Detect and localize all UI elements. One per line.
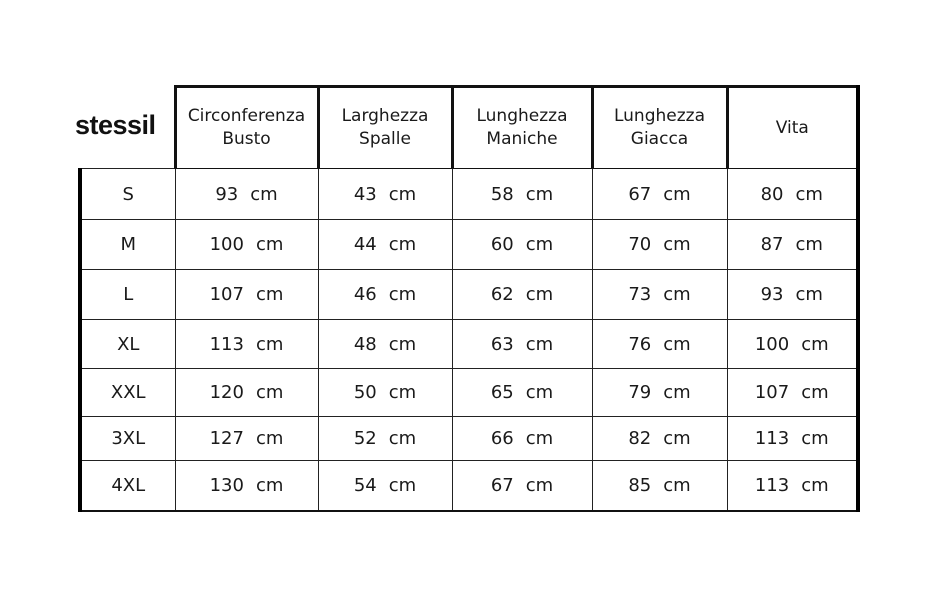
size-label: M [80,220,175,270]
measurement-value: 107 [754,382,790,403]
measurement-value: 120 [209,382,244,403]
measurement-unit: cm [663,333,691,355]
table-row [80,369,858,417]
table-row [80,461,858,511]
measurement-cell [175,369,318,417]
measurement-cell [318,270,452,320]
measurement-cell [452,461,592,511]
measurement-value: 58 [490,183,514,205]
measurement-value: 48 [353,333,377,355]
measurement-value: 79 [628,382,652,403]
measurement-value: 46 [353,284,377,305]
corner-cell [80,87,175,169]
column-header-line: Vita [775,117,809,138]
measurement-value: 76 [628,333,652,355]
column-header-spalle [318,87,452,169]
measurement-unit: cm [388,474,417,496]
size-label: S [80,169,175,220]
measurement-unit: cm [525,382,554,403]
table-row [80,320,858,369]
measurement-unit: cm [525,234,554,255]
measurement-value: 67 [490,474,514,496]
measurement-value: 82 [628,428,652,449]
measurement-cell [318,169,452,220]
measurement-cell [452,369,592,417]
measurement-unit: cm [388,284,417,305]
size-label: L [80,270,175,320]
column-header-line: Lunghezza [476,106,568,126]
measurement-cell [318,461,452,511]
measurement-value: 100 [754,333,790,355]
measurement-unit: cm [663,284,691,305]
size-label: XL [80,320,175,369]
measurement-unit: cm [388,234,417,255]
measurement-value: 43 [353,183,377,205]
measurement-cell [175,169,318,220]
measurement-cell [452,169,592,220]
column-header-line: Giacca [630,129,689,149]
table-row [80,220,858,270]
size-label: 3XL [80,417,175,461]
measurement-value: 60 [490,234,514,255]
measurement-cell [175,461,318,511]
column-header-line: Spalle [359,129,411,149]
column-header-line: Lunghezza [613,106,705,126]
measurement-unit: cm [663,183,691,205]
measurement-cell [318,220,452,270]
measurement-cell [727,320,858,369]
measurement-unit: cm [388,183,417,205]
column-header-giacca [592,87,727,169]
measurement-unit: cm [525,284,554,305]
measurement-unit: cm [388,382,417,403]
measurement-cell [318,369,452,417]
measurement-unit: cm [795,183,823,205]
measurement-value: 62 [490,284,514,305]
measurement-unit: cm [255,333,284,355]
measurement-unit: cm [525,474,554,496]
measurement-cell [592,417,727,461]
measurement-unit: cm [525,183,554,205]
measurement-cell [175,320,318,369]
measurement-value: 63 [490,333,514,355]
measurement-unit: cm [255,382,284,403]
measurement-value: 113 [754,428,790,449]
measurement-value: 107 [209,284,244,305]
column-header-busto [175,87,318,169]
column-header-line: Circonferenza [187,106,306,126]
column-header-line: Larghezza [341,106,429,126]
measurement-value: 130 [209,474,244,496]
measurement-unit: cm [388,428,417,449]
measurement-value: 93 [760,284,784,305]
measurement-value: 67 [628,183,652,205]
measurement-cell [727,220,858,270]
measurement-cell [592,320,727,369]
brand-logo: stessil [75,110,156,140]
measurement-cell [727,369,858,417]
table-row [80,169,858,220]
measurement-cell [175,270,318,320]
measurement-cell [452,320,592,369]
measurement-value: 70 [628,234,652,255]
size-chart-table [78,85,860,512]
measurement-value: 80 [760,183,784,205]
size-label: 4XL [80,461,175,511]
measurement-unit: cm [388,333,417,355]
measurement-cell [452,417,592,461]
measurement-value: 65 [490,382,514,403]
measurement-value: 73 [628,284,652,305]
measurement-cell [592,169,727,220]
measurement-cell [452,270,592,320]
measurement-unit: cm [801,428,829,449]
measurement-value: 52 [353,428,377,449]
measurement-cell [727,169,858,220]
measurement-unit: cm [255,234,284,255]
measurement-unit: cm [801,382,829,403]
measurement-value: 113 [209,333,244,355]
measurement-unit: cm [801,474,829,496]
measurement-value: 66 [490,428,514,449]
measurement-value: 54 [353,474,377,496]
table-row [80,270,858,320]
measurement-value: 113 [754,474,790,496]
header-row [80,87,858,169]
measurement-cell [592,461,727,511]
measurement-value: 100 [209,234,244,255]
measurement-unit: cm [255,284,284,305]
measurement-cell [452,220,592,270]
measurement-cell [727,461,858,511]
measurement-cell [592,369,727,417]
measurement-cell [727,270,858,320]
measurement-unit: cm [255,474,284,496]
measurement-unit: cm [801,333,829,355]
measurement-value: 93 [215,183,239,205]
size-label: XXL [80,369,175,417]
measurement-value: 50 [353,382,377,403]
measurement-unit: cm [255,428,284,449]
measurement-unit: cm [250,183,278,205]
measurement-cell [592,220,727,270]
column-header-line: Maniche [486,129,558,149]
measurement-unit: cm [525,428,554,449]
measurement-unit: cm [663,382,691,403]
measurement-unit: cm [525,333,554,355]
measurement-cell [727,417,858,461]
measurement-value: 85 [628,474,652,496]
measurement-unit: cm [795,234,823,255]
measurement-unit: cm [795,284,823,305]
measurement-unit: cm [663,428,691,449]
measurement-value: 127 [209,428,244,449]
column-header-line: Busto [222,129,271,149]
column-header-vita [727,87,858,169]
measurement-unit: cm [663,234,691,255]
measurement-unit: cm [663,474,691,496]
table-row [80,417,858,461]
measurement-value: 44 [353,234,377,255]
measurement-cell [318,320,452,369]
measurement-cell [592,270,727,320]
measurement-cell [318,417,452,461]
column-header-maniche [452,87,592,169]
measurement-value: 87 [760,234,784,255]
measurement-cell [175,220,318,270]
measurement-cell [175,417,318,461]
